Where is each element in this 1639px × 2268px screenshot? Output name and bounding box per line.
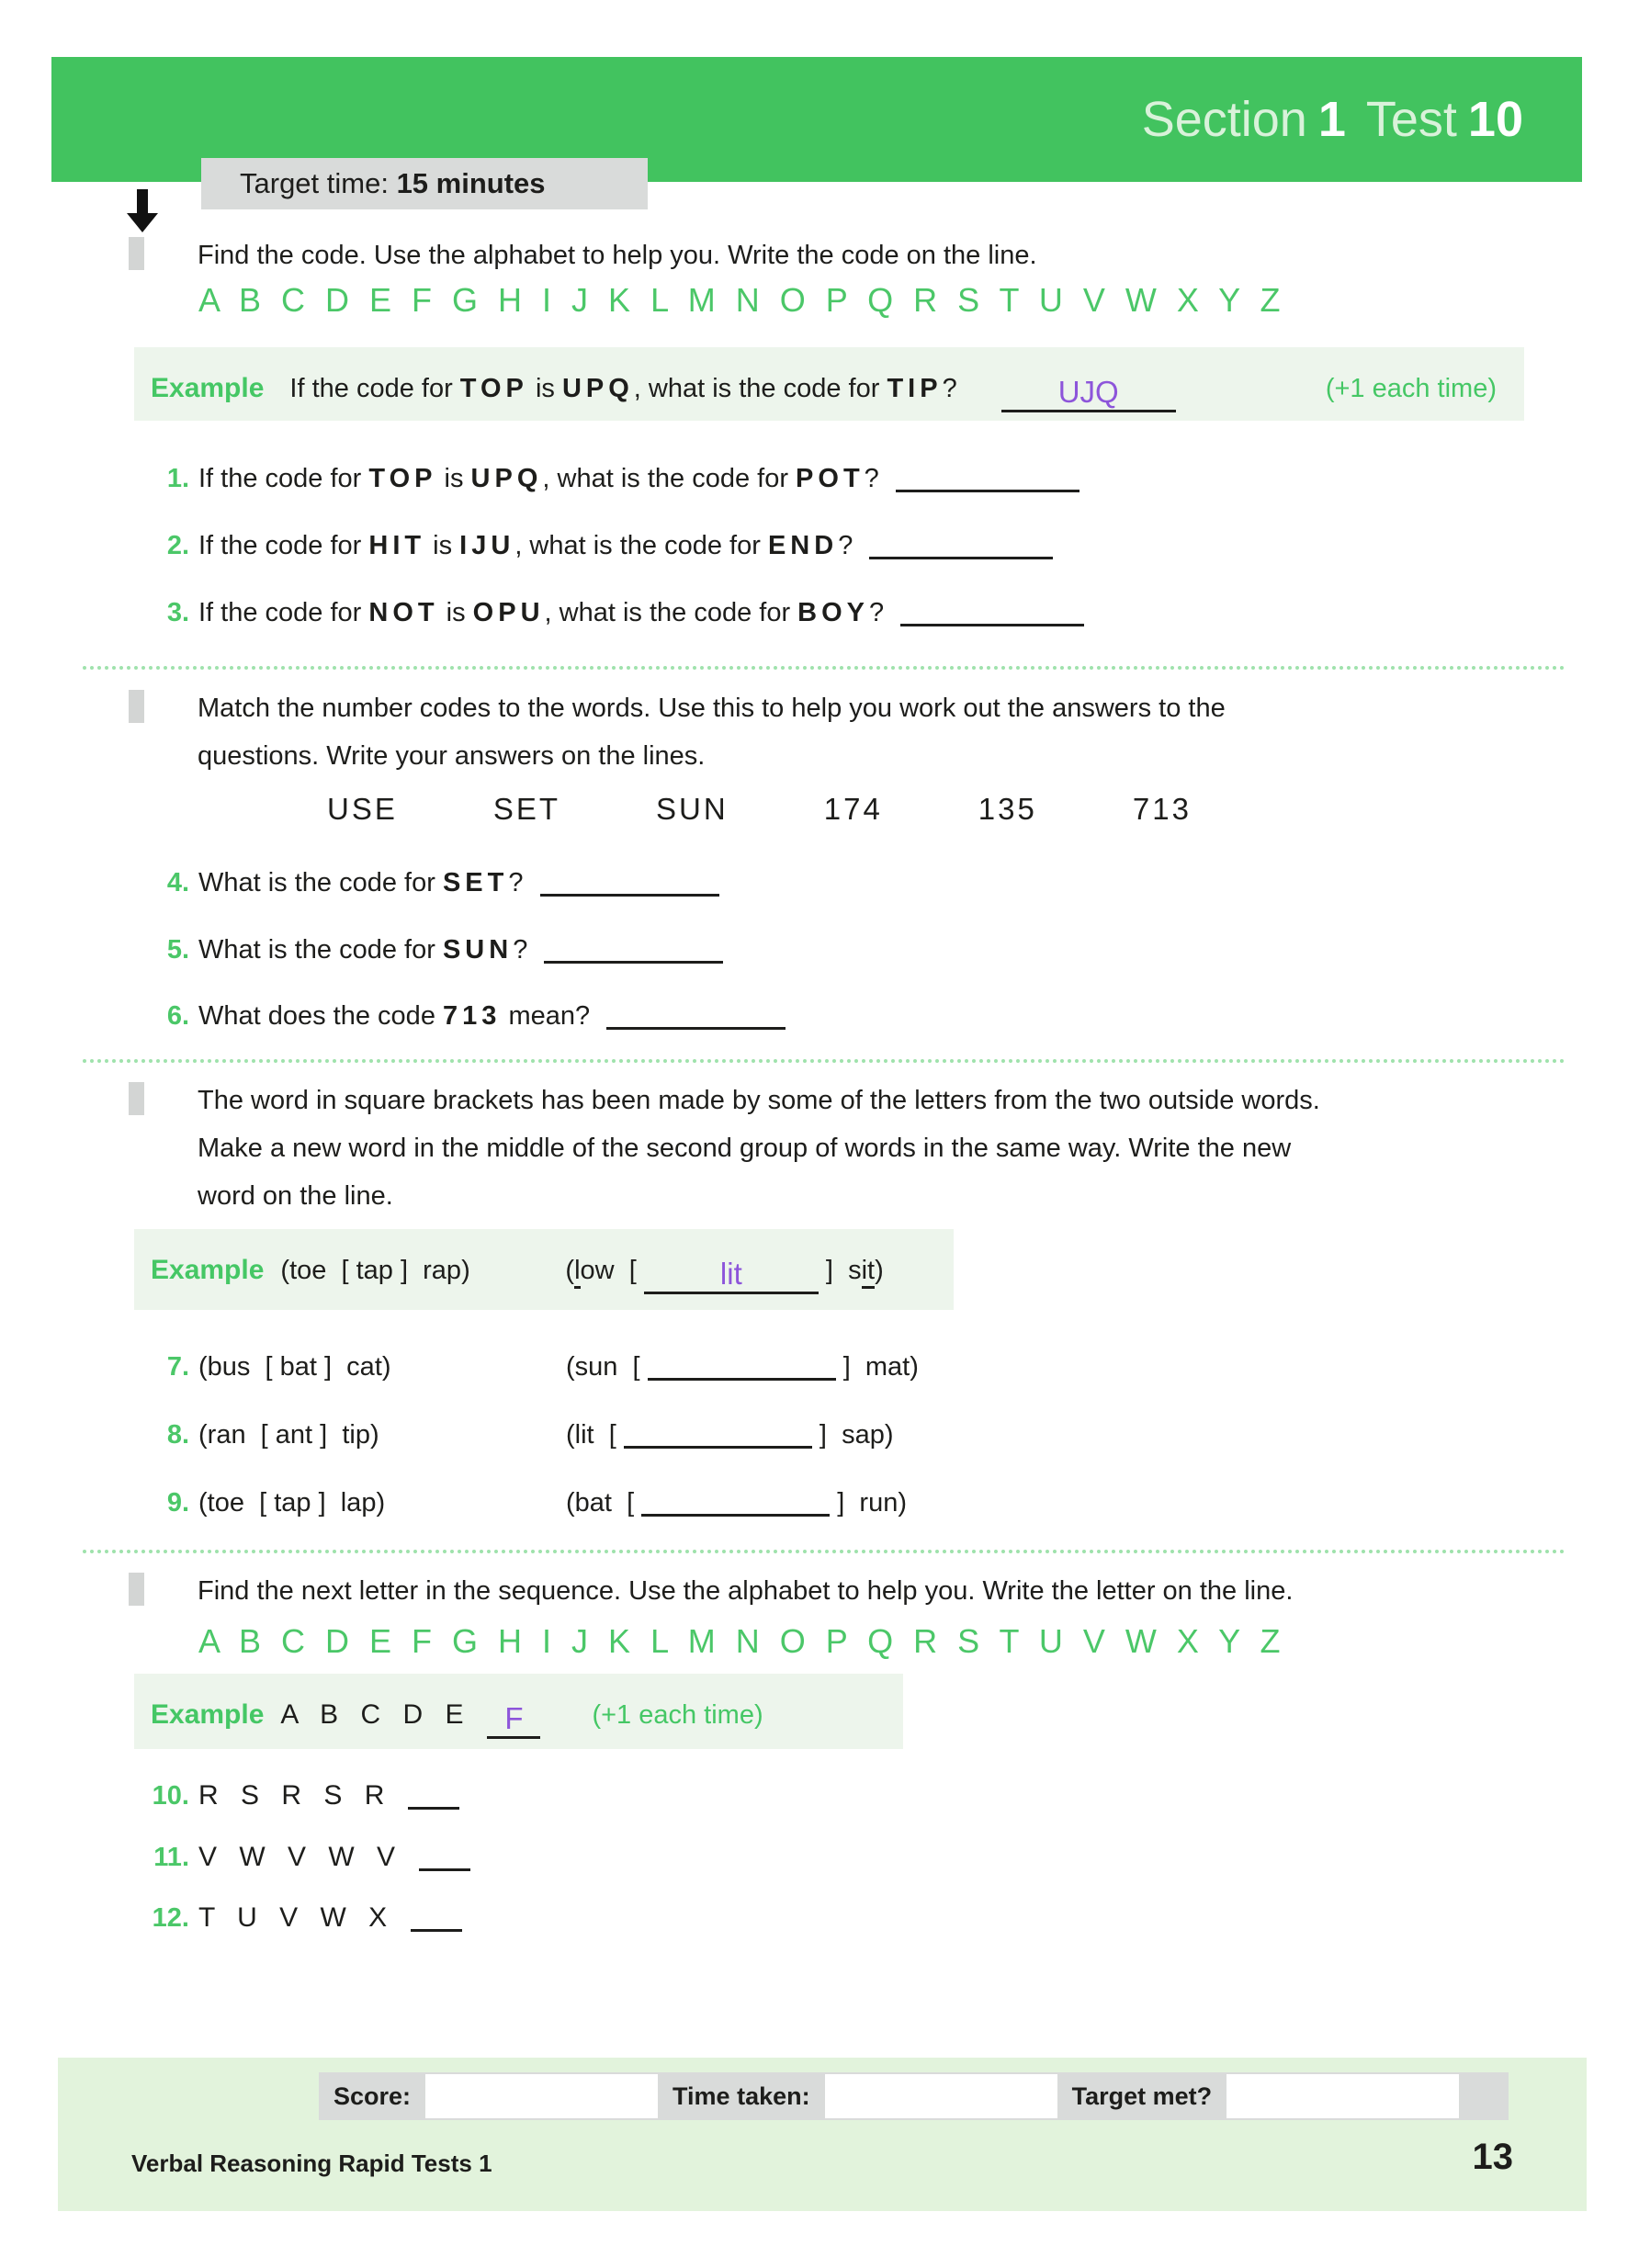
example-box-codes — [134, 347, 1524, 421]
question-row-11 — [129, 1842, 470, 1873]
section-bullet-icon — [129, 1573, 144, 1606]
answer-line[interactable] — [408, 1804, 459, 1810]
question-text: What does the code 713 mean? — [198, 1001, 591, 1031]
sequence-text: R S R S R — [198, 1780, 385, 1811]
underlined-letter: l — [574, 1256, 580, 1289]
alphabet-line: A B C D E F G H I J K L M N O P Q R S T U V W X Y Z — [198, 281, 1281, 319]
code-word: USE — [327, 792, 398, 826]
page-title — [1142, 91, 1523, 148]
handwritten-answer: F — [504, 1701, 524, 1735]
example-note: (+1 each time) — [592, 1700, 763, 1730]
answer-line[interactable] — [896, 487, 1079, 492]
answer-line[interactable] — [540, 891, 719, 897]
example-right-group: (low [ — [565, 1256, 643, 1286]
handwritten-answer: UJQ — [1057, 375, 1119, 409]
question-number: 6. — [166, 1001, 189, 1031]
question-text: (toe [ tap ] lap) (bat [ — [198, 1488, 642, 1518]
question-row-7: 7. (bus [ bat ] cat) (sun [ ] mat) — [129, 1352, 919, 1382]
time-taken-input[interactable] — [825, 2074, 1057, 2118]
time-taken-label: Time taken: — [673, 2082, 810, 2110]
question-text: What is the code for SET? — [198, 868, 524, 897]
down-arrow-icon — [127, 189, 158, 232]
dotted-divider — [83, 1059, 1566, 1063]
answer-line[interactable] — [624, 1443, 812, 1449]
example-note: (+1 each time) — [1325, 374, 1497, 403]
example-answer-line[interactable] — [487, 1701, 540, 1739]
example-box-brackets — [134, 1229, 954, 1310]
target-time-value: 15 minutes — [396, 167, 546, 199]
example-label: Example — [151, 1699, 265, 1730]
dotted-divider — [83, 666, 1566, 670]
instruction-bracket-words — [129, 1077, 1320, 1220]
page-number: 13 — [1472, 2137, 1513, 2177]
underlined-letters: it — [862, 1256, 876, 1289]
code-word: SUN — [656, 792, 729, 826]
question-row-4 — [129, 868, 719, 898]
instruction-text: The word in square brackets has been made by some of the letters from the two outside words. Make a new word in the middle of the second group of words in the same way. Write the new word on the line. — [198, 1086, 1320, 1211]
question-text: (ran [ ant ] tip) (lit [ — [198, 1420, 624, 1450]
instruction-number-codes — [129, 684, 1226, 780]
question-text: If the code for TOP is UPQ, what is the code for POT? — [198, 464, 879, 493]
code-number: 174 — [823, 792, 883, 826]
question-number: 12. — [152, 1903, 189, 1933]
question-row-6 — [129, 1001, 786, 1032]
target-time-box — [201, 158, 648, 209]
question-text: If the code for NOT is OPU, what is the code for BOY? — [198, 598, 885, 627]
alphabet-line: A B C D E F G H I J K L M N O P Q R S T U V W X Y Z — [198, 1622, 1281, 1660]
question-row-8: 8. (ran [ ant ] tip) (lit [ ] sap) — [129, 1420, 894, 1450]
question-text: If the code for HIT is IJU, what is the code for END? — [198, 531, 853, 560]
book-title: Verbal Reasoning Rapid Tests 1 — [131, 2150, 492, 2177]
question-row-2 — [129, 531, 1053, 561]
section-bullet-icon — [129, 1082, 144, 1115]
question-number: 9. — [166, 1488, 189, 1518]
target-met-input[interactable] — [1226, 2074, 1459, 2118]
answer-line[interactable] — [544, 958, 723, 964]
answer-line[interactable] — [900, 621, 1084, 626]
question-number: 11. — [153, 1843, 189, 1872]
section-number: 1 — [1317, 92, 1346, 147]
question-row-3 — [129, 598, 1084, 628]
example-left-group: (toe [ tap ] rap) — [280, 1256, 470, 1285]
answer-line[interactable] — [648, 1375, 836, 1381]
question-number: 2. — [166, 531, 189, 560]
instruction-codes-letters — [129, 231, 1037, 279]
code-number: 135 — [978, 792, 1037, 826]
codes-list — [327, 792, 1192, 827]
question-number: 8. — [166, 1420, 189, 1450]
question-number: 1. — [166, 464, 189, 493]
target-met-label: Target met? — [1071, 2082, 1213, 2110]
code-number: 713 — [1132, 792, 1192, 826]
sequence-text: T U V W X — [198, 1902, 388, 1933]
question-text: What is the code for SUN? — [198, 935, 528, 965]
example-label: Example — [151, 1255, 265, 1285]
answer-line[interactable] — [641, 1511, 830, 1517]
question-number: 4. — [166, 868, 189, 897]
instruction-text: Match the number codes to the words. Use this to help you work out the answers to the questions. Write your answers on the lines. — [198, 694, 1226, 771]
instruction-sequences — [129, 1567, 1293, 1615]
answer-line[interactable] — [606, 1024, 786, 1030]
example-sentence: If the code for TOP is UPQ, what is the code for TIP? — [289, 374, 957, 403]
question-row-9: 9. (toe [ tap ] lap) (bat [ ] run) — [129, 1488, 907, 1518]
example-answer-line[interactable] — [644, 1257, 819, 1294]
section-bullet-icon — [129, 690, 144, 723]
example-answer-line[interactable] — [1001, 375, 1176, 412]
example-label: Example — [151, 373, 265, 403]
question-row-10 — [129, 1780, 459, 1811]
question-number: 7. — [166, 1352, 189, 1382]
question-number: 3. — [166, 598, 189, 627]
code-word: SET — [492, 792, 561, 826]
question-text: (bus [ bat ] cat) (sun [ — [198, 1352, 648, 1382]
question-number: 5. — [166, 935, 189, 965]
footer-panel — [58, 2058, 1587, 2211]
question-number: 10. — [152, 1781, 189, 1811]
instruction-text: Find the next letter in the sequence. Use the alphabet to help you. Write the letter on the line. — [198, 1576, 1294, 1606]
section-label: Section — [1141, 92, 1307, 147]
question-row-12 — [129, 1902, 462, 1934]
example-box-sequences — [134, 1674, 903, 1749]
instruction-text: Find the code. Use the alphabet to help you. Write the code on the line. — [198, 241, 1037, 270]
test-label: Test — [1365, 92, 1457, 147]
dotted-divider — [83, 1550, 1566, 1553]
section-bullet-icon — [129, 237, 144, 270]
target-time-label: Target time: — [240, 167, 397, 199]
answer-line[interactable] — [869, 554, 1053, 559]
answer-line[interactable] — [419, 1866, 470, 1871]
example-sequence: A B C D E — [280, 1699, 464, 1730]
score-strip — [319, 2072, 1509, 2120]
question-row-5 — [129, 935, 723, 965]
score-label: Score: — [333, 2082, 412, 2110]
score-input[interactable] — [425, 2074, 658, 2118]
test-number: 10 — [1467, 92, 1523, 147]
example-right-group-end: ] sit) — [819, 1256, 884, 1286]
handwritten-answer: lit — [719, 1257, 742, 1291]
sequence-text: V W V W V — [198, 1842, 395, 1872]
answer-line[interactable] — [411, 1926, 462, 1932]
question-row-1 — [129, 464, 1079, 494]
